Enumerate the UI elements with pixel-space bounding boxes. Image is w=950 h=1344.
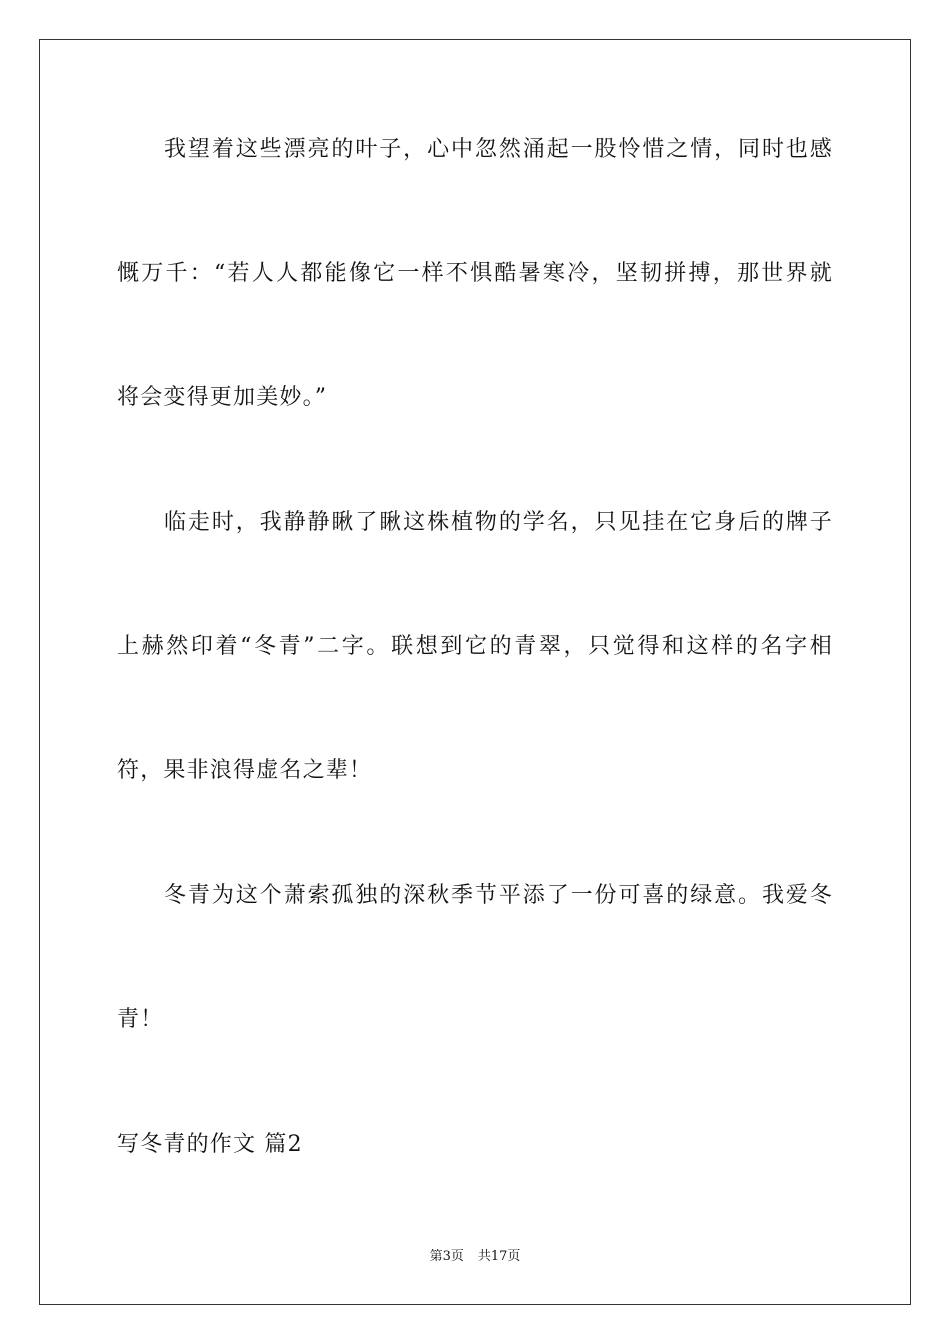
page-footer [0,1248,950,1266]
paragraph-1-line-3: 将会变得更加美妙。” [117,385,328,410]
paragraph-2-line-3: 符，果非浪得虚名之辈！ [117,758,373,783]
paragraph-2-line-1: 临走时，我静静瞅了瞅这株植物的学名，只见挂在它身后的牌子 [164,510,833,535]
section-heading: 写冬青的作文 篇2 [117,1132,303,1157]
page-total: 共17页 [477,1249,521,1264]
paragraph-1-line-2: 慨万千：“若人人都能像它一样不惧酷暑寒冷，坚韧拼搏，那世界就 [117,261,833,286]
paragraph-1-line-1: 我望着这些漂亮的叶子，心中忽然涌起一股怜惜之情，同时也感 [164,137,833,162]
paragraph-3-line-2: 青！ [117,1007,164,1032]
paragraph-2-line-2: 上赫然印着“冬青”二字。联想到它的青翠，只觉得和这样的名字相 [117,634,833,659]
paragraph-3-line-1: 冬青为这个萧索孤独的深秋季节平添了一份可喜的绿意。我爱冬 [164,883,833,908]
page-border [39,39,911,1305]
page-number: 第3页 [429,1249,464,1264]
